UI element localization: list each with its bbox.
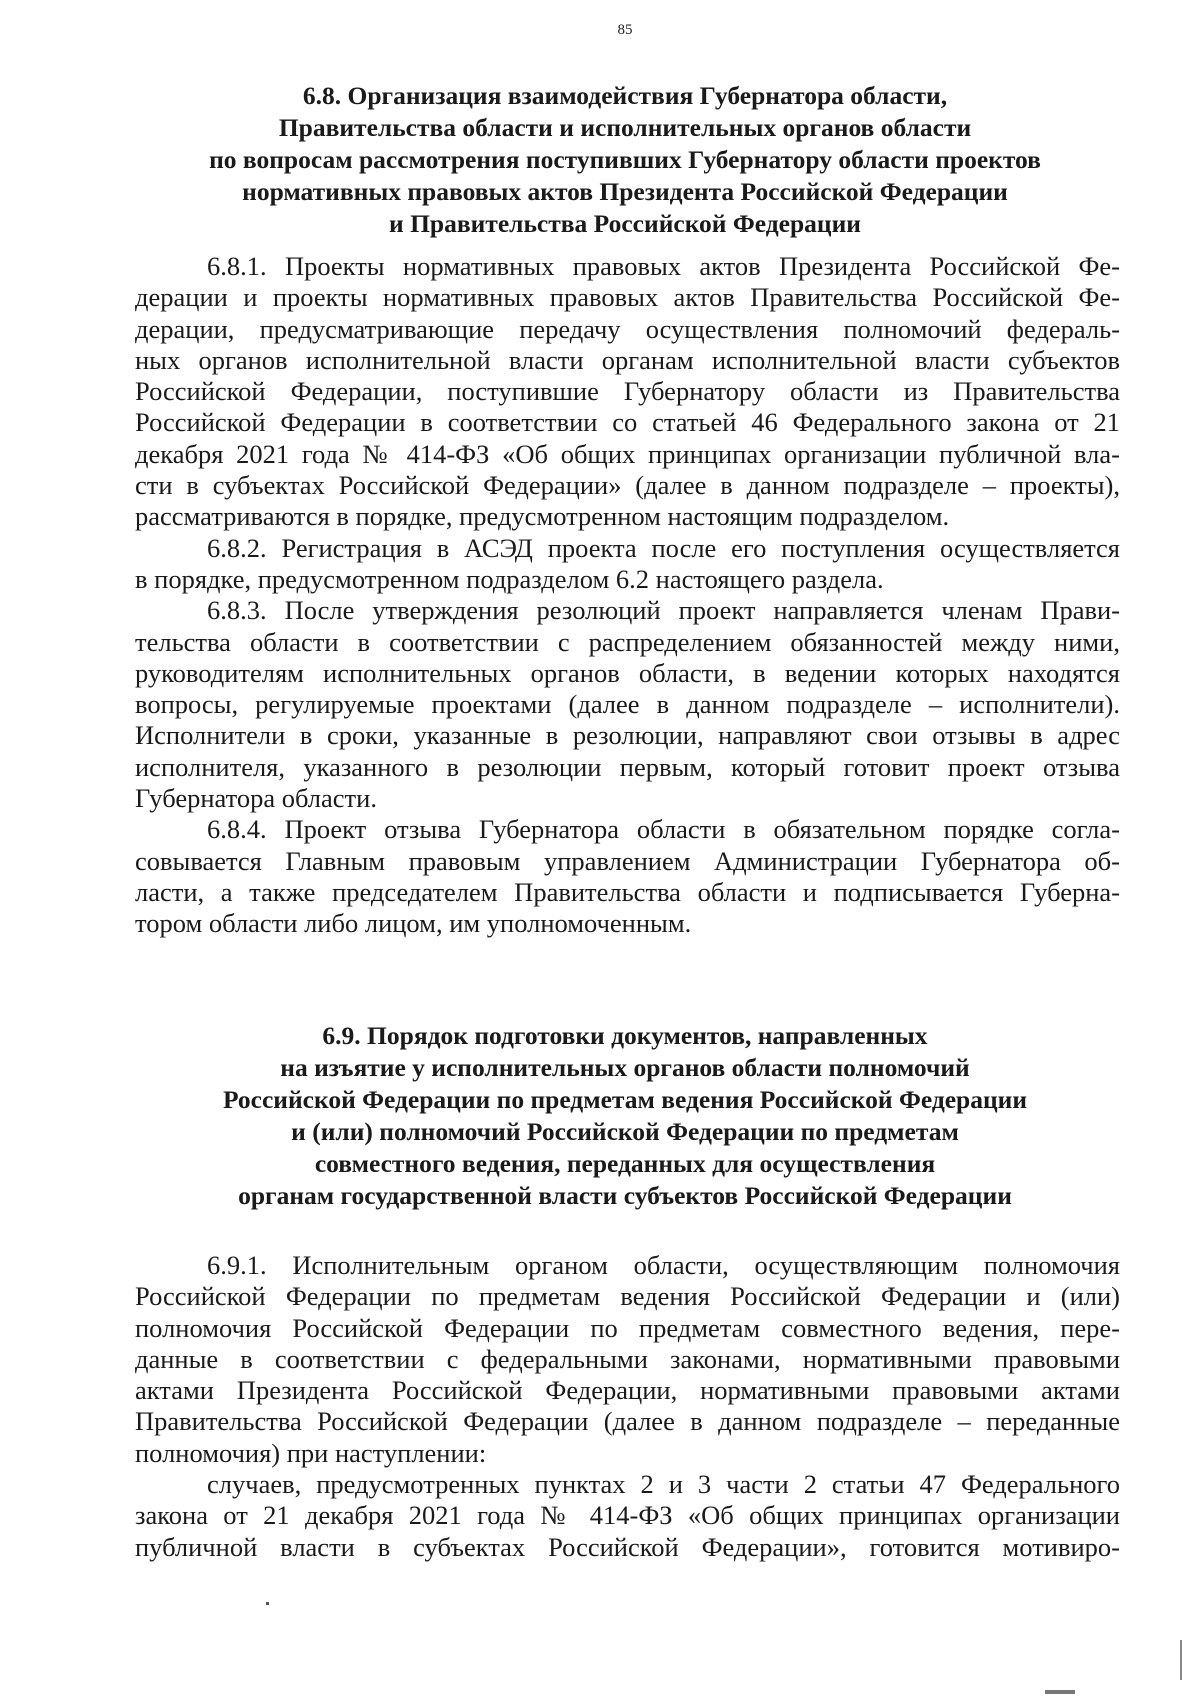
text-line: дерации, предусматривающие передачу осуществления полномочий федераль-	[135, 313, 1120, 344]
text-line: 6.8.4. Проект отзыва Губернатора области в обязательном порядке согла-	[207, 814, 1120, 845]
text-line: ных органов исполнительной власти органам исполнительной власти субъектов	[135, 344, 1120, 375]
section-6-9-heading	[110, 1020, 1140, 1212]
heading-line: органам государственной власти субъектов Российской Федерации	[238, 1181, 1012, 1210]
text-line: актами Президента Российской Федерации, нормативными правовыми актами	[135, 1375, 1120, 1406]
text-line: сти в субъектах Российской Федерации» (далее в данном подразделе – проекты),	[135, 470, 1120, 501]
text-line: Российской Федерации в соответствии со статьей 46 Федерального закона от 21	[135, 407, 1120, 438]
paragraph-6-9-1-case	[135, 1469, 1120, 1563]
text-line: данные в соответствии с федеральными законами, нормативными правовыми	[135, 1343, 1120, 1374]
text-line: Российской Федерации по предметам ведения Российской Федерации и (или)	[135, 1281, 1120, 1312]
text-line: полномочия) при наступлении:	[135, 1437, 487, 1468]
text-line: случаев, предусмотренных пунктах 2 и 3 части 2 статьи 47 Федерального	[207, 1469, 1120, 1500]
section-6-8-heading	[110, 80, 1140, 240]
text-line: 6.8.3. После утверждения резолюций проект направляется членам Прави-	[207, 595, 1120, 626]
paragraph-6-8-3	[135, 595, 1120, 814]
text-line: 6.9.1. Исполнительным органом области, осуществляющим полномочия	[207, 1250, 1120, 1280]
page-number: 85	[617, 22, 633, 38]
text-line: декабря 2021 года № 414-ФЗ «Об общих принципах организации публичной вла-	[135, 438, 1120, 469]
text-line: Правительства Российской Федерации (далее в данном подразделе – переданные	[135, 1406, 1120, 1437]
section-6-9-body	[135, 1250, 1120, 1563]
heading-line: 6.8. Организация взаимодействия Губернатора области,	[302, 81, 948, 110]
text-line: вопросы, регулируемые проектами (далее в данном подразделе – исполнители).	[135, 689, 1120, 720]
paragraph-6-8-1	[135, 251, 1120, 533]
text-line: Исполнители в сроки, указанные в резолюции, направляют свои отзывы в адрес	[135, 720, 1120, 751]
text-line: полномочия Российской Федерации по предметам совместного ведения, пере-	[135, 1312, 1120, 1343]
text-line: тельства области в соответствии с распределением обязанностей между ними,	[135, 626, 1120, 657]
scan-edge-mark	[1045, 1690, 1075, 1694]
text-line: Губернатора области.	[135, 783, 377, 814]
heading-line: нормативных правовых актов Президента Российской Федерации	[242, 177, 1008, 206]
paragraph-6-8-4	[135, 814, 1120, 939]
text-line: публичной власти в субъектах Российской Федерации», готовится мотивиро-	[135, 1531, 1120, 1562]
text-line: тором области либо лицом, им уполномоченным.	[135, 908, 692, 939]
heading-line: по вопросам рассмотрения поступивших Губернатору области проектов	[209, 145, 1041, 174]
text-line: исполнителя, указанного в резолюции первым, который готовит проект отзыва	[135, 751, 1120, 782]
text-line: 6.8.1. Проекты нормативных правовых актов Президента Российской Фе-	[207, 251, 1120, 281]
text-line: рассматриваются в порядке, предусмотренном настоящим подразделом.	[135, 501, 950, 532]
text-line: Российской Федерации, поступившие Губернатору области из Правительства	[135, 376, 1120, 407]
text-line: совывается Главным правовым управлением Администрации Губернатора об-	[135, 845, 1120, 876]
text-line: 6.8.2. Регистрация в АСЭД проекта после его поступления осуществляется	[207, 532, 1120, 563]
heading-line: на изъятие у исполнительных органов области полномочий	[280, 1053, 970, 1082]
text-line: закона от 21 декабря 2021 года № 414-ФЗ «Об общих принципах организации	[135, 1500, 1120, 1531]
heading-line: Правительства области и исполнительных органов области	[278, 113, 972, 142]
heading-line: 6.9. Порядок подготовки документов, направленных	[322, 1021, 928, 1050]
text-line: в порядке, предусмотренном подразделом 6.2 настоящего раздела.	[135, 563, 884, 594]
scan-speck	[266, 1602, 269, 1605]
paragraph-6-9-1	[135, 1250, 1120, 1469]
scan-edge-mark	[1180, 1640, 1182, 1680]
heading-line: и (или) полномочий Российской Федерации по предметам	[291, 1117, 959, 1146]
paragraph-6-8-2	[135, 533, 1120, 596]
text-line: ласти, а также председателем Правительства области и подписывается Губерна-	[135, 876, 1120, 907]
section-6-8-body	[135, 251, 1120, 940]
text-line: руководителям исполнительных органов области, в ведении которых находятся	[135, 657, 1120, 688]
heading-line: и Правительства Российской Федерации	[389, 209, 861, 238]
heading-line: совместного ведения, переданных для осуществления	[314, 1149, 936, 1178]
text-line: дерации и проекты нормативных правовых актов Правительства Российской Фе-	[135, 282, 1120, 313]
heading-line: Российской Федерации по предметам ведения Российской Федерации	[222, 1085, 1028, 1114]
